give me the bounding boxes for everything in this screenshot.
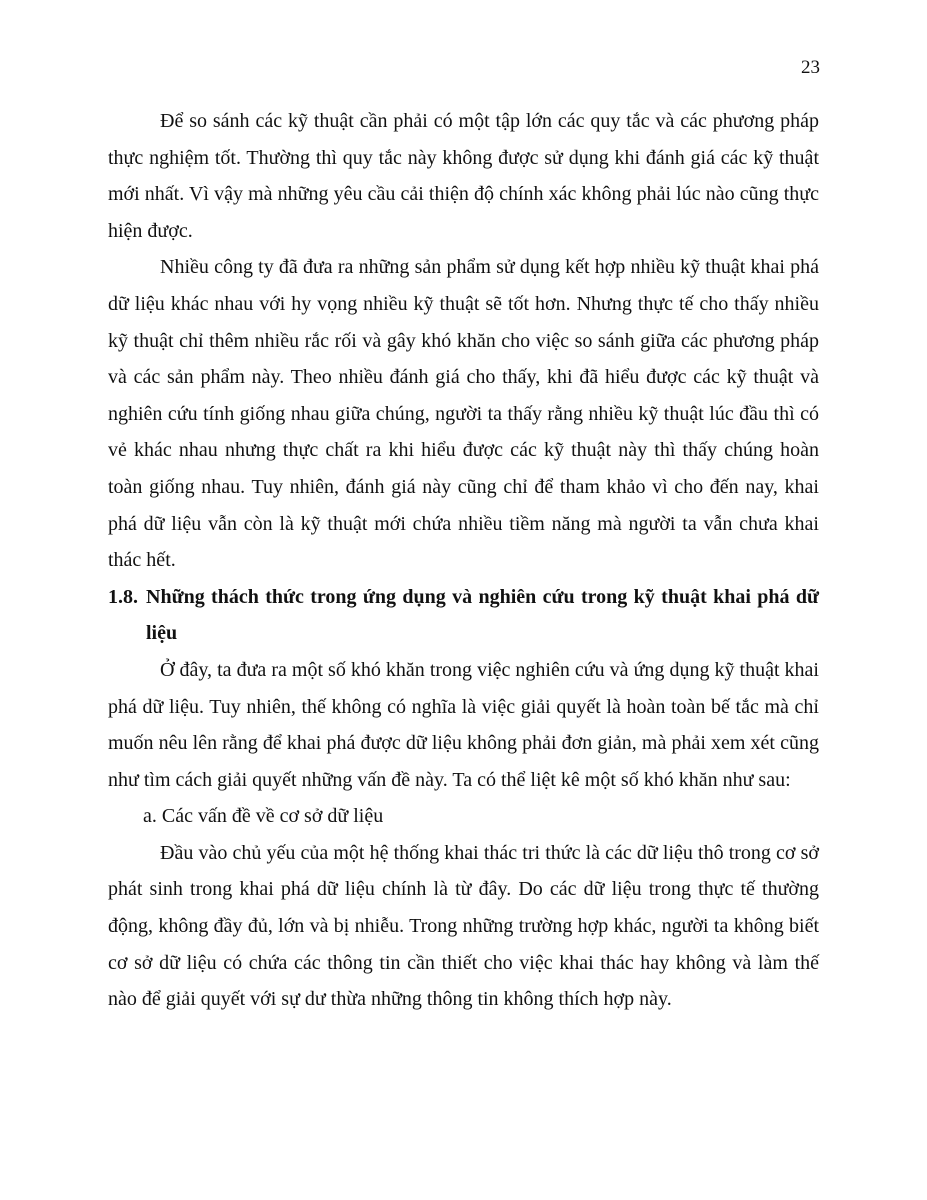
page-number: 23 — [801, 57, 820, 78]
section-heading — [108, 579, 819, 652]
document-body — [108, 103, 819, 1018]
section-heading-number: 1.8. — [108, 585, 138, 608]
subsection-heading: a. Các vấn đề về cơ sở dữ liệu — [143, 805, 384, 828]
paragraph-combined-techniques: Nhiều công ty đã đưa ra những sản phẩm sử dụng kết hợp nhiều kỹ thuật khai phá dữ liệu khác nhau với hy vọng nhiều kỹ thuật sẽ tốt hơn. Nhưng thực tế cho thấy nhiều kỹ thuật chỉ thêm nhiều rắc rối và gây khó khăn cho việc so sánh giữa các phương pháp và các sản phẩm này. Theo nhiều đánh giá cho thấy, khi đã hiểu được các kỹ thuật và nghiên cứu tính giống nhau giữa chúng, người ta thấy rằng nhiều kỹ thuật lúc đầu thì có vẻ khác nhau nhưng thực chất ra khi hiểu được các kỹ thuật này thì thấy chúng hoàn toàn giống nhau. Tuy nhiên, đánh giá này cũng chỉ để tham khảo vì cho đến nay, khai phá dữ liệu vẫn còn là kỹ thuật mới chứa nhiều tiềm năng mà người ta vẫn chưa khai thác hết. — [108, 256, 819, 572]
paragraph-challenges-intro: Ở đây, ta đưa ra một số khó khăn trong việc nghiên cứu và ứng dụng kỹ thuật khai phá dữ liệu. Tuy nhiên, thế không có nghĩa là việc giải quyết là hoàn toàn bế tắc mà chỉ muốn nêu lên rằng để khai phá được dữ liệu không phải đơn giản, mà phải xem xét cũng như tìm cách giải quyết những vấn đề này. Ta có thể liệt kê một số khó khăn như sau: — [108, 658, 819, 791]
paragraph-comparison: Để so sánh các kỹ thuật cần phải có một tập lớn các quy tắc và các phương pháp thực nghiệm tốt. Thường thì quy tắc này không được sử dụng khi đánh giá các kỹ thuật mới nhất. Vì vậy mà những yêu cầu cải thiện độ chính xác không phải lúc nào cũng thực hiện được. — [108, 110, 819, 242]
paragraph-database-issues: Đầu vào chủ yếu của một hệ thống khai thác tri thức là các dữ liệu thô trong cơ sở phát sinh trong khai phá dữ liệu chính là từ đây. Do các dữ liệu trong thực tế thường động, không đầy đủ, lớn và bị nhiễu. Trong những trường hợp khác, người ta không biết cơ sở dữ liệu có chứa các thông tin cần thiết cho việc khai thác hay không và làm thế nào để giải quyết với sự dư thừa những thông tin không thích hợp này. — [108, 841, 819, 1011]
section-heading-text: Những thách thức trong ứng dụng và nghiên cứu trong kỹ thuật khai phá dữ liệu — [146, 585, 819, 645]
